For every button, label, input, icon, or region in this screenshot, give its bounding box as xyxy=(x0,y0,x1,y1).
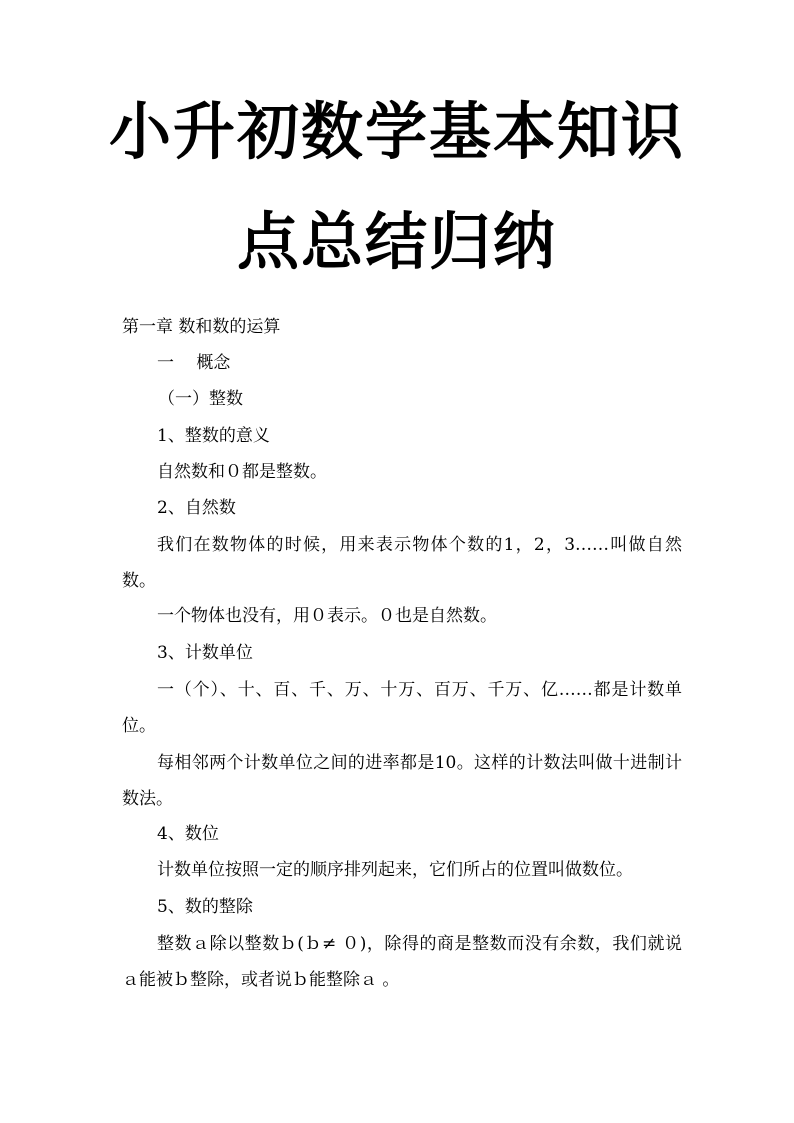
item2-paragraph-2: 一个物体也没有，用０表示。０也是自然数。 xyxy=(157,606,497,626)
item2-heading: 2、自然数 xyxy=(157,498,236,518)
chapter-heading: 第一章 数和数的运算 xyxy=(122,317,281,337)
item3-heading: 3、计数单位 xyxy=(157,643,253,663)
item5-heading: 5、数的整除 xyxy=(157,897,253,917)
item4-text: 计数单位按照一定的顺序排列起来，它们所占的位置叫做数位。 xyxy=(157,860,633,880)
item3-paragraph-1: 一（个）、十、百、千、万、十万、百万、千万、亿……都是计数单位。 xyxy=(122,680,682,736)
item2-paragraph-1: 我们在数物体的时候，用来表示物体个数的1，2，3……叫做自然数。 xyxy=(122,535,682,591)
section-heading: 一 概念 xyxy=(157,353,231,373)
item5-paragraph: 整数ａ除以整数ｂ(ｂ≠ ０)，除得的商是整数而没有余数，我们就说ａ能被ｂ整除，或者说ｂ能整除ａ 。 xyxy=(122,934,682,990)
item1-text: 自然数和０都是整数。 xyxy=(157,462,327,482)
item1-heading: 1、整数的意义 xyxy=(157,426,270,446)
document-title-line-1: 小升初数学基本知识 xyxy=(108,95,685,168)
subsection-heading: （一）整数 xyxy=(158,389,243,409)
document-title-line-2: 点总结归纳 xyxy=(236,205,557,278)
item3-paragraph-2: 每相邻两个计数单位之间的进率都是10。这样的计数法叫做十进制计数法。 xyxy=(122,753,682,809)
item4-heading: 4、数位 xyxy=(157,824,219,844)
